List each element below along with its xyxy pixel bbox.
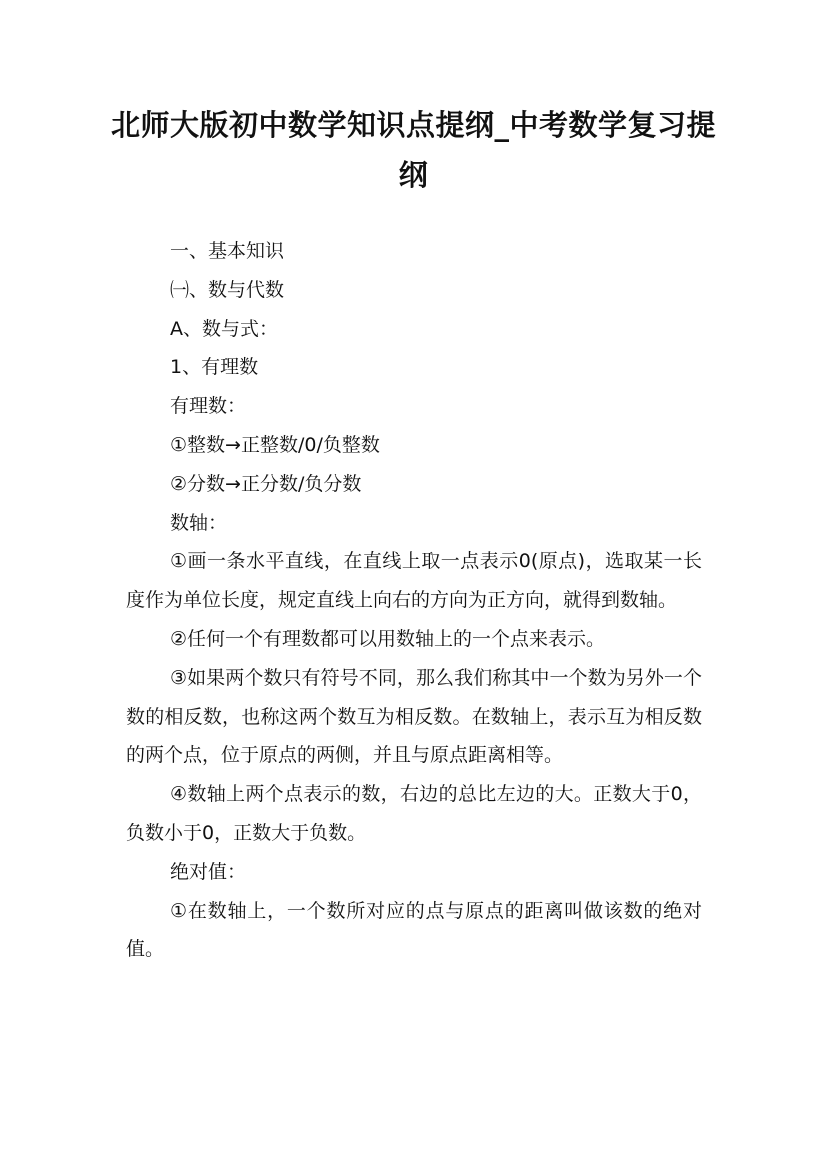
label-absolute-value: 绝对值： [170,860,247,883]
paragraph-number-comparison: ④数轴上两个点表示的数，右边的总比左边的大。正数大于0，负数小于0，正数大于负数。 [126,783,702,844]
label-number-line: 数轴： [170,511,228,534]
paragraph-opposite-numbers: ③如果两个数只有符号不同，那么我们称其中一个数为另外一个数的相反数，也称这两个数互为相反数。在数轴上，表示互为相反数的两个点，位于原点的两侧，并且与原点距离相等。 [126,666,702,767]
item-integers: ①整数→正整数/0/负整数 [170,433,380,456]
document-body [126,232,702,969]
document-title: 北师大版初中数学知识点提纲_中考数学复习提纲 [110,108,716,192]
heading-numbers-and-algebra: ㈠、数与代数 [170,278,285,301]
heading-basic-knowledge: 一、基本知识 [170,240,285,262]
paragraph-number-line-definition: ①画一条水平直线，在直线上取一点表示0(原点)，选取某一长度作为单位长度，规定直线上向右的方向为正方向，就得到数轴。 [126,550,702,612]
heading-numbers-and-expressions: A、数与式： [170,317,278,340]
label-rational-numbers: 有理数： [170,395,247,418]
heading-rational-numbers: 1、有理数 [170,356,259,379]
paragraph-number-line-points: ②任何一个有理数都可以用数轴上的一个点来表示。 [170,627,606,650]
item-fractions: ②分数→正分数/负分数 [170,472,362,495]
paragraph-absolute-value-definition: ①在数轴上，一个数所对应的点与原点的距离叫做该数的绝对值。 [126,899,702,961]
